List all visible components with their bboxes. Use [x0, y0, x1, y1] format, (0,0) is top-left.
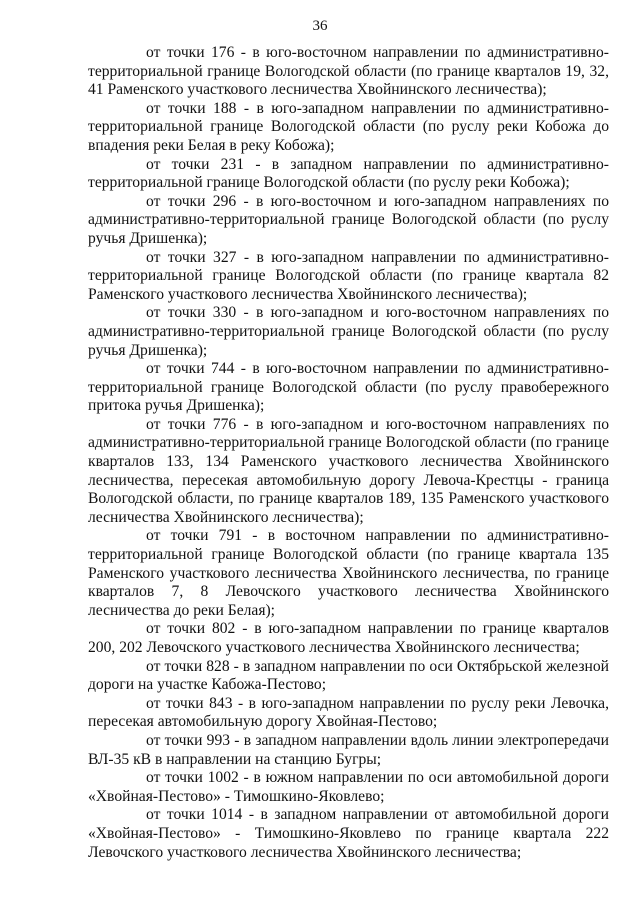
paragraph: от точки 176 - в юго-восточном направлении по административно-территориальной границе Вологодской области (по границе кварталов 19, 32, 41 Раменского участкового лесничества Хвойнинского лесничества);: [88, 44, 609, 99]
paragraph: от точки 1002 - в южном направлении по оси автомобильной дороги «Хвойная-Пестово» - Тимошкино-Яковлево;: [88, 769, 609, 805]
paragraph: от точки 843 - в юго-западном направлении по руслу реки Левочка, пересекая автомобильную дорогу Хвойная-Пестово;: [88, 694, 609, 731]
page-number: 36: [312, 18, 328, 34]
paragraph: от точки 791 - в восточном направлении по административно-территориальной границе Вологодской области (по границе квартала 135 Раменского участкового лесничества Хвойнинского лесничества, по границе кварталов 7, 8 Левочского участкового лесничества Хвойнинского лесничества до реки Белая);: [88, 527, 609, 619]
paragraph: от точки 296 - в юго-восточном и юго-западном направлениях по административно-территориальной границе Вологодской области (по руслу ручья Дришенка);: [88, 192, 609, 247]
paragraph: от точки 744 - в юго-восточном направлении по административно-территориальной границе Вологодской области (по руслу правобережного притока ручья Дришенка);: [88, 360, 609, 415]
paragraph: от точки 1014 - в западном направлении от автомобильной дороги «Хвойная-Пестово» - Тимошкино-Яковлево по границе квартала 222 Левочского участкового лесничества Хвойнинского лесничества;: [88, 806, 609, 861]
paragraph: от точки 330 - в юго-западном и юго-восточном направлениях по административно-территориальной границе Вологодской области (по руслу ручья Дришенка);: [88, 304, 609, 359]
document-body: [88, 44, 609, 862]
paragraph: от точки 828 - в западном направлении по оси Октябрьской железной дороги на участке Кабожа-Пестово;: [88, 657, 609, 694]
paragraph: от точки 802 - в юго-западном направлении по границе кварталов 200, 202 Левочского участкового лесничества Хвойнинского лесничества;: [88, 620, 609, 656]
paragraph: от точки 188 - в юго-западном направлении по административно-территориальной границе Вологодской области (по руслу реки Кобожа до впадения реки Белая в реку Кобожа);: [88, 99, 609, 154]
paragraph: от точки 776 - в юго-западном и юго-восточном направлениях по административно-территориальной границе Вологодской области (по границе кварталов 133, 134 Раменского участкового лесничества Хвойнинского лесничества, пересекая автомобильную дорогу Левоча-Крестцы - граница Вологодской области, по границе кварталов 189, 135 Раменского участкового лесничества Хвойнинского лесничества);: [88, 415, 609, 526]
paragraph: от точки 231 - в западном направлении по административно-территориальной границе Вологодской области (по руслу реки Кобожа);: [88, 155, 609, 192]
paragraph: от точки 993 - в западном направлении вдоль линии электропередачи ВЛ-35 кВ в направлении на станцию Бугры;: [88, 731, 609, 768]
paragraph: от точки 327 - в юго-западном направлении по административно-территориальной границе Вологодской области (по границе квартала 82 Раменского участкового лесничества Хвойнинского лесничества);: [88, 248, 609, 303]
